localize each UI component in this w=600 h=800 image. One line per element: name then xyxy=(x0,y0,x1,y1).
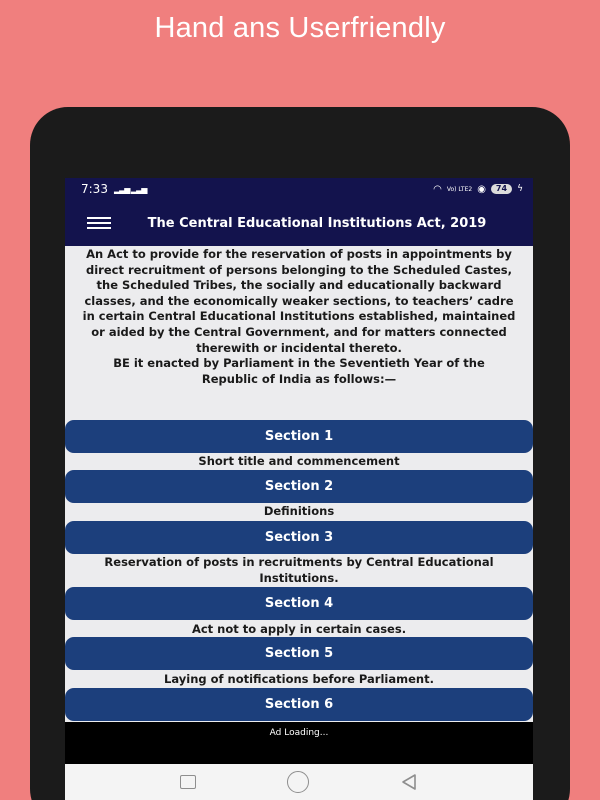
section-4-button[interactable]: Section 4 xyxy=(65,587,533,620)
ad-banner[interactable] xyxy=(65,722,533,764)
section-5-description: Laying of notifications before Parliament. xyxy=(164,672,434,686)
act-intro-text: An Act to provide for the reservation of posts in appointments by direct recruitment of persons belonging to the Scheduled Castes, the Scheduled Tribes, the socially and educationally backward classes, and the economically weaker sections, to teachers’ cadre in certain Central Educational Institutions established, maintained or aided by the Central Government, and for matters connected therewith or incidental thereto. xyxy=(82,247,516,355)
content-area[interactable] xyxy=(65,246,533,722)
section-6-button[interactable]: Section 6 xyxy=(65,688,533,721)
recents-square-icon[interactable] xyxy=(180,775,196,789)
back-triangle-icon[interactable] xyxy=(400,773,418,791)
section-2-description: Definitions xyxy=(263,504,335,518)
section-4-description: Act not to apply in certain cases. xyxy=(191,622,407,636)
phone-screen xyxy=(65,178,533,800)
signal-icon: ▂▃▅ ▂▃▅ xyxy=(113,184,147,194)
status-bar xyxy=(65,178,533,200)
home-circle-icon[interactable] xyxy=(287,771,309,793)
charging-icon: ϟ xyxy=(517,184,523,194)
battery-indicator: 74 xyxy=(491,184,512,194)
status-time: 7:33 xyxy=(81,182,108,196)
section-1-button[interactable]: Section 1 xyxy=(65,420,533,453)
section-5-button[interactable]: Section 5 xyxy=(65,637,533,670)
promo-title: Hand ans Userfriendly xyxy=(154,12,446,44)
enactment-line-2: Republic of India as follows:— xyxy=(201,371,397,386)
section-3-description: Reservation of posts in recruitments by Central Educational Institutions. xyxy=(104,555,494,585)
section-1-description: Short title and commencement xyxy=(198,454,400,468)
section-3-button[interactable]: Section 3 xyxy=(65,521,533,554)
app-title: The Central Educational Institutions Act, 2019 xyxy=(147,215,487,231)
hamburger-menu-icon[interactable] xyxy=(87,217,111,229)
app-bar xyxy=(65,200,533,246)
wifi-icon: ◠ xyxy=(433,183,442,195)
network-label: Vo) LTE2 xyxy=(446,185,473,193)
alarm-icon: ◉ xyxy=(477,183,486,195)
ad-loading-text: Ad Loading... xyxy=(269,728,329,738)
enactment-clause xyxy=(65,356,533,387)
enactment-line-1: BE it enacted by Parliament in the Seventieth Year of the xyxy=(113,356,485,371)
system-nav-bar xyxy=(65,764,533,800)
section-2-button[interactable]: Section 2 xyxy=(65,470,533,503)
